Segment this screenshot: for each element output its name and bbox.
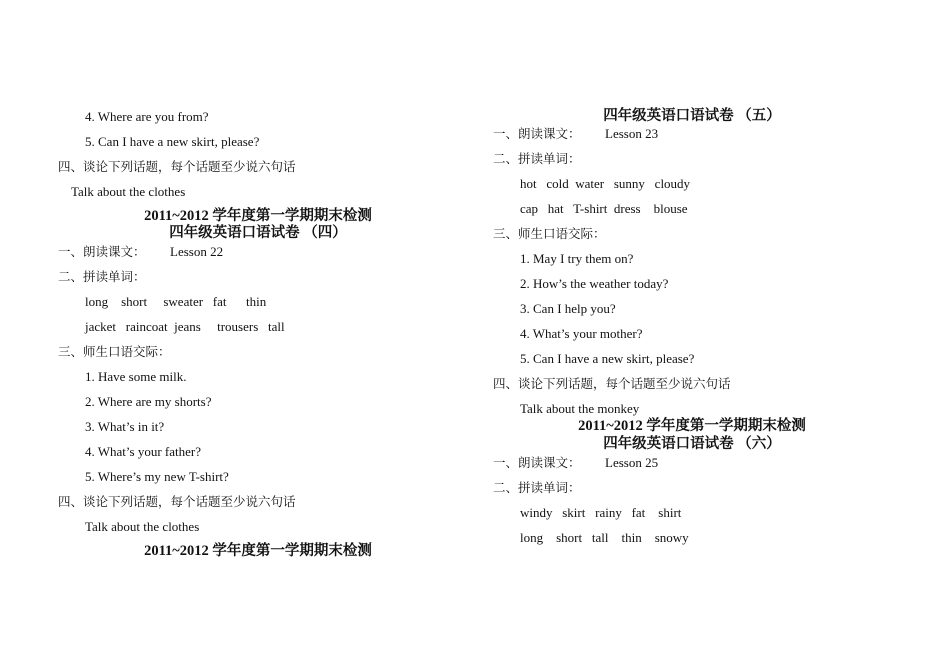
question-4: 4. What’s your father? (85, 444, 201, 459)
section-4-heading: 四、谈论下列话题，每个话题至少说六句话 (493, 376, 731, 391)
question-2: 2. Where are my shorts? (85, 394, 212, 409)
question-5: 5. Can I have a new skirt, please? (520, 351, 695, 366)
word-list-2: cap hat T-shirt dress blouse (520, 201, 688, 216)
section-3-heading: 三、师生口语交际： (493, 226, 606, 241)
question-3: 3. Can I help you? (520, 301, 616, 316)
section-3-heading: 三、师生口语交际： (58, 344, 171, 359)
question-4: 4. What’s your mother? (520, 326, 643, 341)
word-list-1: windy skirt rainy fat shirt (520, 505, 682, 520)
topic: Talk about the monkey (520, 401, 640, 416)
section-2-heading: 二、拼读单词： (493, 151, 581, 166)
lesson-name: Lesson 25 (605, 455, 659, 470)
topic: Talk about the clothes (85, 519, 200, 534)
section-2-heading: 二、拼读单词： (58, 269, 146, 284)
section-4-heading-prev: 四、谈论下列话题，每个话题至少说六句话 (58, 159, 296, 174)
section-1-heading: 一、朗读课文： (493, 455, 581, 470)
section-1-heading: 一、朗读课文： (493, 126, 581, 141)
paper-title-6: 四年级英语口语试卷 （六） (603, 436, 781, 452)
word-list-1: long short sweater fat thin (85, 294, 267, 309)
word-list-2: long short tall thin snowy (520, 530, 689, 545)
question-5: 5. Where’s my new T-shirt? (85, 469, 229, 484)
lesson-name: Lesson 22 (170, 244, 224, 259)
question-5-prev: 5. Can I have a new skirt, please? (85, 134, 260, 149)
section-4-heading: 四、谈论下列话题，每个话题至少说六句话 (58, 494, 296, 509)
question-2: 2. How’s the weather today? (520, 276, 669, 291)
question-4-prev: 4. Where are you from? (85, 109, 209, 124)
paper-title-5: 四年级英语口语试卷 （五） (603, 108, 781, 124)
exam-title: 2011~2012 学年度第一学期期末检测 (144, 208, 372, 224)
lesson-name: Lesson 23 (605, 126, 659, 141)
question-1: 1. May I try them on? (520, 251, 634, 266)
section-1-heading: 一、朗读课文： (58, 244, 146, 259)
question-1: 1. Have some milk. (85, 369, 187, 384)
exam-title-next: 2011~2012 学年度第一学期期末检测 (144, 543, 372, 559)
paper-title-4: 四年级英语口语试卷 （四） (169, 225, 347, 241)
word-list-1: hot cold water sunny cloudy (520, 176, 691, 191)
topic-prev: Talk about the clothes (71, 184, 186, 199)
word-list-2: jacket raincoat jeans trousers tall (85, 319, 285, 334)
exam-title: 2011~2012 学年度第一学期期末检测 (578, 418, 806, 434)
section-2-heading: 二、拼读单词： (493, 480, 581, 495)
question-3: 3. What’s in it? (85, 419, 165, 434)
